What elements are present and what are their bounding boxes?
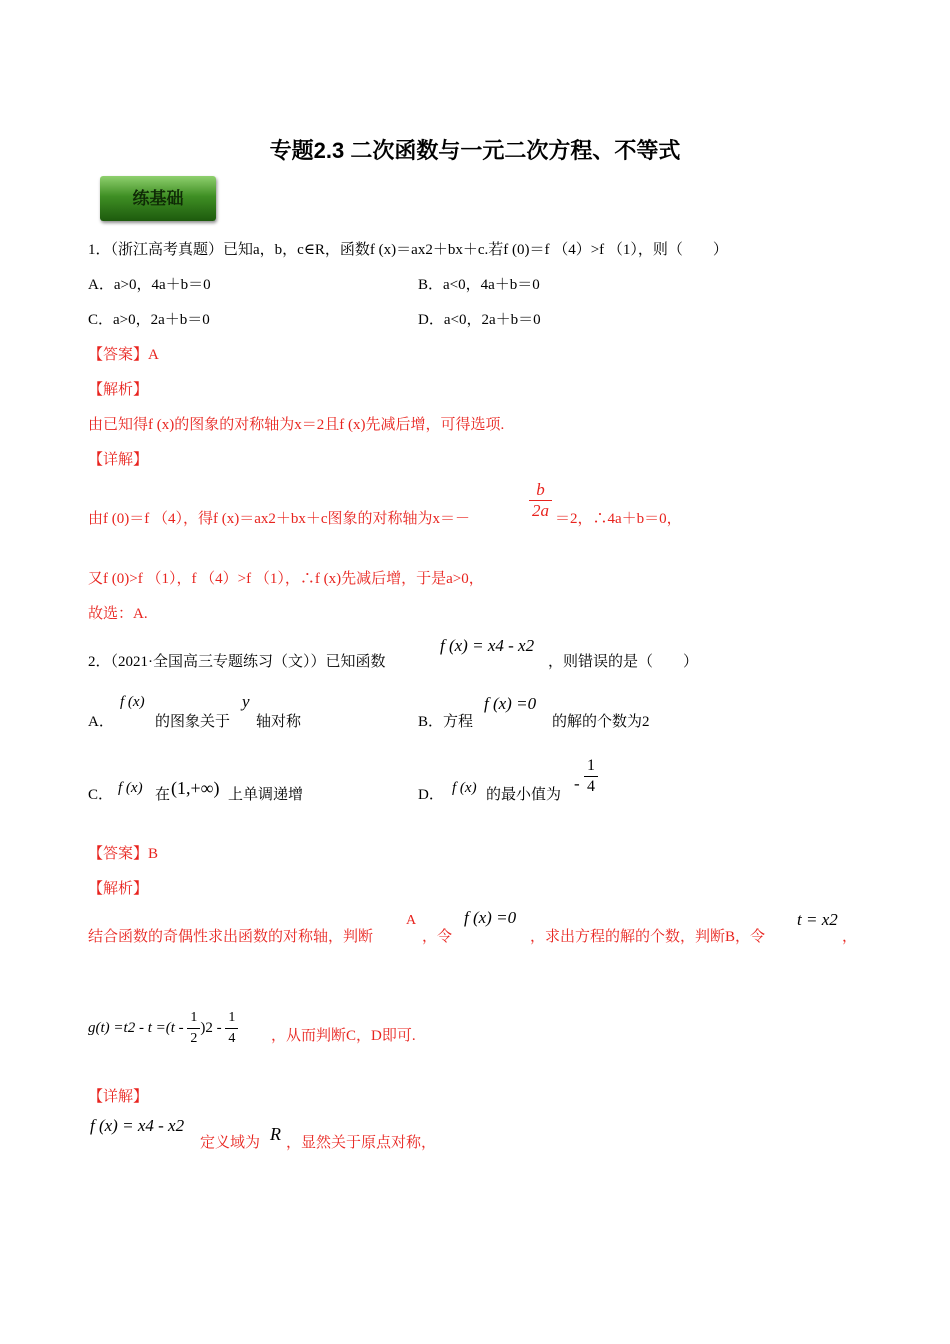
q2-detail-r: R [270,1124,281,1144]
q2-option-c-text2: 上单调递增 [228,787,304,803]
q2-option-c-interval: (1,+∞) [171,778,220,798]
q2-stem-math: f (x) = x4 - x2 [440,636,535,655]
q2-option-a-label: A． [88,714,114,730]
q2-option-a-y: y [242,692,250,711]
q1-detail1-pre: 由f (0)＝f （4），得f (x)＝ax2＋bx＋c图象的对称轴为x＝－ [88,511,471,527]
q2-option-b-math: f (x) =0 [484,694,537,713]
q1-analysis: 由已知得f (x)的图象的对称轴为x＝2且f (x)先减后增，可得选项. [88,417,505,433]
q2-analysis-math2: t = x2 [797,910,838,929]
q2-stem-pre: 2．（2021·全国高三专题练习（文））已知函数 [88,654,386,670]
q2-option-a-text2: 轴对称 [256,714,302,730]
q1-fraction-num: b [536,480,545,499]
q2-option-a-text1: 的图象关于 [155,714,231,730]
q2-detail-text2: ，显然关于原点对称， [286,1135,437,1151]
q1-option-d: D．a<0，2a＋b＝0 [418,312,541,328]
q2-analysis-math3 [88,1008,238,1049]
section-badge: 练基础 [100,176,216,221]
q2-option-c-label: C． [88,787,114,803]
q2-analysis-math3-mid: )2 - [200,1019,226,1036]
q1-fraction-den: 2a [529,500,552,521]
q1-detail-label: 【详解】 [88,452,149,468]
q1-option-a: A．a>0，4a＋b＝0 [88,277,211,293]
q2-analysis-frac1-num: 1 [190,1010,198,1025]
q2-option-d-label: D． [418,787,444,803]
q1-analysis-label: 【解析】 [88,382,149,398]
q1-answer: 【答案】A [88,347,159,363]
q1-detail-line2: 又f (0)>f （1），f （4）>f （1），∴f (x)先减后增，于是a>0， [88,571,484,587]
q1-option-c: C．a>0，2a＋b＝0 [88,312,210,328]
q2-detail-math: f (x) = x4 - x2 [90,1116,185,1135]
q1-option-b: B．a<0，4a＋b＝0 [418,277,540,293]
q2-analysis-frac2-num: 1 [228,1010,236,1025]
q2-analysis-text1: 结合函数的奇偶性求出函数的对称轴，判断 [88,929,374,945]
q2-option-b-text: 的解的个数为2 [552,714,650,730]
q2-option-d-fraction [584,756,598,797]
q2-answer: 【答案】B [88,846,159,862]
q2-analysis-label: 【解析】 [88,881,149,897]
q1-detail-line1 [88,507,470,528]
q2-analysis-frac1-den: 2 [187,1028,200,1049]
q2-option-c-math: f (x) [118,780,143,796]
q2-option-b-label: B．方程 [418,714,474,730]
q2-option-d-sign: - [574,774,580,793]
q2-option-d-math: f (x) [452,780,477,796]
q2-option-c-text1: 在 [155,787,171,803]
q2-analysis-text3: ，求出方程的解的个数，判断B，令 [530,929,766,945]
q2-analysis-text4: ， [842,929,858,945]
q1-detail-line3: 故选：A. [88,606,148,622]
q1-stem: 1．（浙江高考真题）已知a，b，c∈R，函数f (x)＝ax2＋bx＋c.若f (0)＝f （4）>f （1），则（ ） [88,242,728,258]
page-title: 专题2.3 二次函数与一元二次方程、不等式 [269,138,681,163]
q1-detail1-fraction [529,480,552,521]
q2-option-d-text: 的最小值为 [486,787,562,803]
q2-analysis-a-letter: A [406,913,417,928]
q2-stem-post: ，则错误的是（ ） [548,654,699,670]
q2-option-a-math: f (x) [120,694,145,710]
q2-analysis-text5: ，从而判断C，D即可. [271,1028,416,1044]
q2-analysis-math3-main: g(t) =t2 - t =(t - [88,1019,188,1036]
q2-option-d-den: 4 [584,776,598,797]
q2-option-d-num: 1 [587,757,595,774]
q1-detail1-post: ＝2，∴4a＋b＝0， [555,511,682,527]
q2-detail-label: 【详解】 [88,1089,149,1105]
q2-detail-text1: 定义域为 [200,1135,261,1151]
q2-analysis-frac2-den: 4 [225,1028,238,1049]
q2-analysis-text2: ，令 [422,929,453,945]
q2-analysis-math1: f (x) =0 [464,908,517,927]
